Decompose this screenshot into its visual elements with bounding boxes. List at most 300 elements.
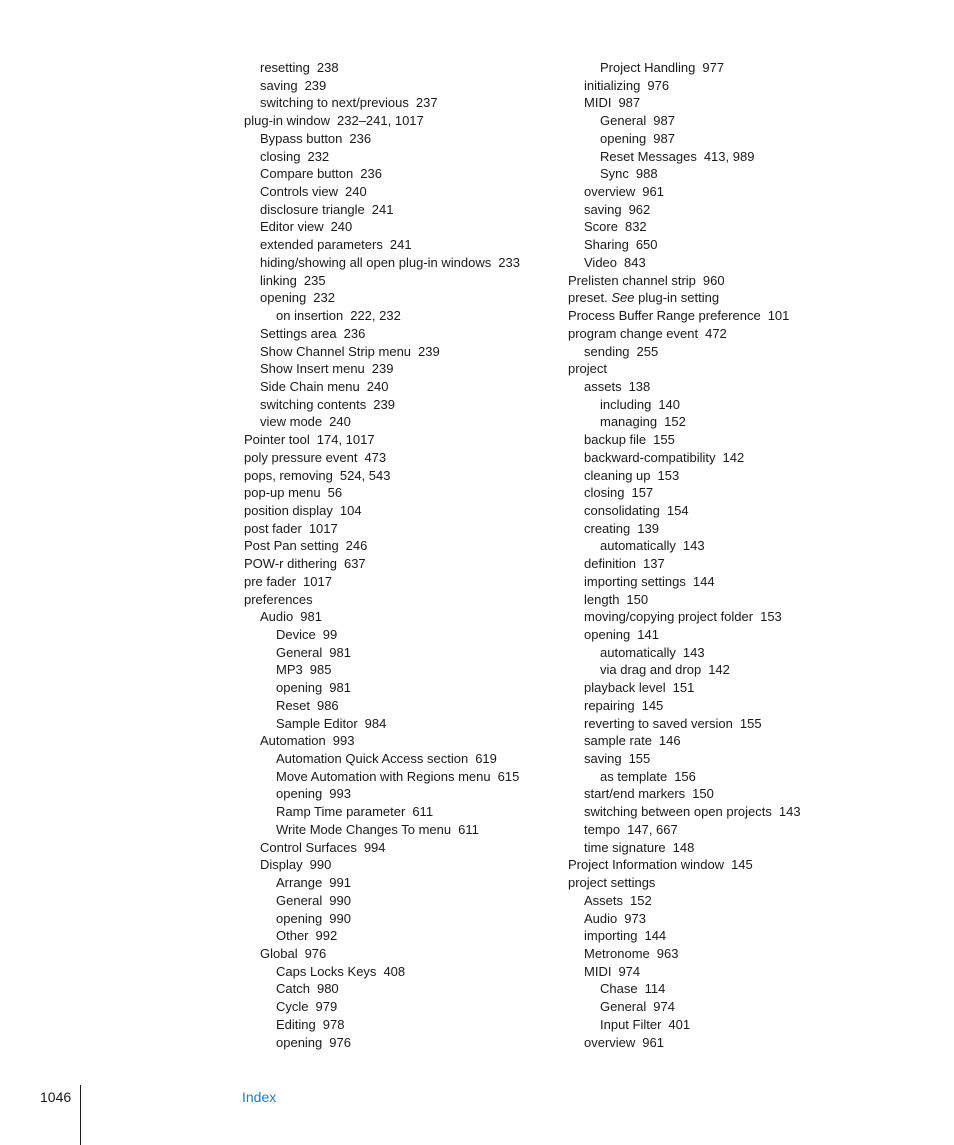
index-entry <box>244 413 554 431</box>
index-page-refs: 137 <box>643 556 665 572</box>
index-page-refs: 413, 989 <box>703 148 755 164</box>
index-term: opening <box>276 1034 323 1050</box>
index-entry <box>244 94 554 112</box>
index-page-refs: 114 <box>644 981 666 997</box>
index-entry <box>244 218 554 236</box>
index-entry <box>244 715 554 733</box>
index-page-refs: 56 <box>327 485 343 501</box>
index-page-refs: 148 <box>672 839 695 855</box>
index-entry <box>568 165 868 183</box>
index-term: saving <box>584 751 622 767</box>
index-term: opening <box>584 627 631 642</box>
index-page-refs: 152 <box>630 892 652 908</box>
index-term: switching to next/previous <box>260 95 409 111</box>
index-page-refs: 987 <box>653 113 675 129</box>
index-term: closing <box>260 148 301 164</box>
index-entry <box>244 112 554 130</box>
index-entry <box>568 750 868 768</box>
index-term: pops, removing <box>244 467 333 483</box>
index-entry <box>244 183 554 201</box>
index-term: POW-r dithering <box>244 556 337 572</box>
index-term: General <box>600 999 647 1015</box>
index-term: Sharing <box>584 237 629 253</box>
index-term: saving <box>260 77 298 93</box>
index-term: opening <box>600 130 647 146</box>
index-term: Editor view <box>260 219 324 235</box>
index-page-refs: 143 <box>682 644 705 660</box>
index-term: backup file <box>584 432 647 448</box>
index-entry <box>244 998 554 1016</box>
index-entry <box>568 289 868 307</box>
index-term: Pointer tool <box>244 432 310 448</box>
index-term: Caps Locks Keys <box>276 963 377 979</box>
index-page-refs: 142 <box>708 662 730 678</box>
index-term: moving/copying project folder <box>584 609 754 625</box>
index-page-refs: 401 <box>668 1016 691 1032</box>
index-entry <box>244 165 554 183</box>
index-page-refs: 987 <box>653 130 675 146</box>
index-page-refs: 237 <box>415 95 438 111</box>
index-entry <box>244 343 554 361</box>
index-page-refs: 976 <box>329 1034 351 1050</box>
index-page-refs: 408 <box>383 963 406 979</box>
index-page-refs: 615 <box>497 768 520 784</box>
index-term: Side Chain menu <box>260 378 360 394</box>
index-term: Sample Editor <box>276 715 358 731</box>
index-entry <box>244 396 554 414</box>
index-term: Controls view <box>260 184 339 200</box>
index-term: repairing <box>584 697 635 713</box>
index-page-refs: 153 <box>760 609 782 625</box>
index-term: saving <box>584 201 622 217</box>
index-term: Automation <box>260 733 326 749</box>
index-term: opening <box>276 786 323 802</box>
index-page-refs: 150 <box>626 591 649 607</box>
index-column-left <box>244 59 554 1051</box>
index-term: pre fader <box>244 573 297 589</box>
index-page-refs: 990 <box>309 857 332 873</box>
index-entry <box>568 307 868 325</box>
index-page-refs: 991 <box>329 875 351 891</box>
index-term: Input Filter <box>600 1016 662 1032</box>
index-entry <box>244 803 554 821</box>
index-entry <box>568 661 868 679</box>
index-entry <box>244 484 554 502</box>
index-page-refs: 979 <box>315 999 338 1015</box>
index-entry <box>244 1034 554 1052</box>
index-entry <box>244 910 554 928</box>
index-page-refs: 232 <box>307 148 330 164</box>
index-page-refs: 236 <box>349 130 372 146</box>
index-term: preferences <box>244 591 313 607</box>
index-page-refs: 843 <box>624 254 646 270</box>
index-entry <box>568 272 868 290</box>
see-reference-target: plug-in setting <box>638 290 720 306</box>
index-entry <box>568 785 868 803</box>
index-page-refs: 987 <box>618 95 641 111</box>
index-entry <box>244 431 554 449</box>
index-page-refs: 145 <box>731 857 753 873</box>
index-entry <box>244 679 554 697</box>
index-term: post fader <box>244 520 302 536</box>
index-page-refs: 174, 1017 <box>316 432 375 448</box>
index-entry <box>568 94 868 112</box>
index-term: automatically <box>600 538 676 554</box>
index-page-refs: 239 <box>304 77 327 93</box>
index-entry <box>568 413 868 431</box>
index-entry <box>568 112 868 130</box>
index-term: Global <box>260 945 298 961</box>
index-term: Display <box>260 857 303 873</box>
index-term: extended parameters <box>260 237 383 253</box>
index-entry <box>568 998 868 1016</box>
index-term: position display <box>244 502 333 518</box>
index-entry <box>244 644 554 662</box>
index-term: backward-compatibility <box>584 449 716 465</box>
index-entry <box>568 537 868 555</box>
index-entry <box>568 1034 868 1052</box>
index-page-refs: 611 <box>412 804 434 820</box>
index-term: on insertion <box>276 308 344 324</box>
index-entry <box>244 77 554 95</box>
index-entry <box>244 626 554 644</box>
index-entry <box>244 555 554 573</box>
index-page-refs: 241 <box>389 237 412 253</box>
index-page-refs: 472 <box>705 325 727 341</box>
index-entry <box>568 839 868 857</box>
index-term: playback level <box>584 680 666 696</box>
index-page-refs: 240 <box>330 219 353 235</box>
index-entry <box>568 148 868 166</box>
index-page-refs: 993 <box>329 786 351 802</box>
index-entry <box>244 272 554 290</box>
index-page-refs: 240 <box>345 184 367 200</box>
index-entry <box>568 874 868 892</box>
index-term: disclosure triangle <box>260 201 365 217</box>
index-page-refs: 611 <box>458 821 479 837</box>
index-entry <box>244 449 554 467</box>
index-page-refs: 153 <box>657 467 680 483</box>
index-page-refs: 255 <box>636 343 659 359</box>
index-term: opening <box>276 680 323 696</box>
index-entry <box>568 715 868 733</box>
index-entry <box>244 201 554 219</box>
index-term: Audio <box>584 910 618 926</box>
index-entry <box>244 980 554 998</box>
index-term: program change event <box>568 325 699 341</box>
index-entry <box>244 467 554 485</box>
index-page-refs: 981 <box>329 644 351 660</box>
index-entry <box>244 608 554 626</box>
index-entry <box>244 821 554 839</box>
index-page-refs: 151 <box>672 680 695 696</box>
index-entry <box>568 254 868 272</box>
index-term: initializing <box>584 77 641 93</box>
index-term: Audio <box>260 609 294 625</box>
index-page-refs: 239 <box>371 361 394 377</box>
index-page-refs: 962 <box>628 201 651 217</box>
index-term: cleaning up <box>584 467 651 483</box>
index-page-refs: 222, 232 <box>350 308 401 324</box>
index-entry <box>568 77 868 95</box>
index-page-refs: 974 <box>653 999 675 1015</box>
index-term: hiding/showing all open plug-in windows <box>260 254 492 270</box>
index-page-refs: 974 <box>618 963 641 979</box>
index-page-refs: 985 <box>309 662 332 678</box>
index-term: Ramp Time parameter <box>276 804 406 820</box>
index-entry <box>568 803 868 821</box>
index-page-refs: 832 <box>624 219 647 235</box>
index-page-refs: 980 <box>316 981 339 997</box>
index-page-refs: 1017 <box>303 573 332 589</box>
index-entry <box>568 520 868 538</box>
index-term: Move Automation with Regions menu <box>276 768 491 784</box>
index-term: preset. <box>568 290 608 306</box>
index-page-refs: 147, 667 <box>627 821 678 837</box>
footer-divider <box>80 1085 81 1145</box>
index-term: importing <box>584 928 638 944</box>
index-page-refs: 986 <box>316 697 339 713</box>
index-page-refs: 236 <box>343 325 366 341</box>
index-entry <box>568 821 868 839</box>
index-term: Editing <box>276 1016 316 1032</box>
index-entry <box>244 697 554 715</box>
index-page-refs: 144 <box>692 573 715 589</box>
index-term: length <box>584 591 620 607</box>
index-entry <box>568 980 868 998</box>
index-term: Reset <box>276 697 310 713</box>
index-term: sample rate <box>584 733 652 749</box>
index-term: consolidating <box>584 502 660 518</box>
index-term: Catch <box>276 981 310 997</box>
index-entry <box>568 484 868 502</box>
index-term: reverting to saved version <box>584 715 733 731</box>
index-page-refs: 994 <box>363 839 386 855</box>
index-page-refs: 988 <box>635 166 658 182</box>
index-term: importing settings <box>584 573 686 589</box>
index-page-refs: 984 <box>364 715 387 731</box>
index-entry <box>244 520 554 538</box>
index-term: project <box>568 361 608 377</box>
index-entry <box>568 183 868 201</box>
index-entry <box>568 608 868 626</box>
index-entry <box>244 963 554 981</box>
index-term: project settings <box>568 875 656 891</box>
index-entry <box>244 661 554 679</box>
index-column-right <box>568 59 868 1051</box>
index-term: view mode <box>260 414 323 430</box>
index-page-refs: 101 <box>767 308 790 324</box>
index-page-refs: 143 <box>778 804 801 820</box>
index-term: Project Information window <box>568 857 725 873</box>
index-page-refs: 155 <box>628 751 651 767</box>
index-entry <box>568 963 868 981</box>
index-term: opening <box>276 910 323 926</box>
see-reference-label: See <box>611 290 635 306</box>
index-term: Settings area <box>260 325 337 341</box>
index-page-refs: 232–241, 1017 <box>337 113 424 129</box>
index-term: via drag and drop <box>600 662 702 678</box>
index-page-refs: 993 <box>332 733 355 749</box>
index-page-refs: 239 <box>373 396 395 412</box>
index-entry <box>244 148 554 166</box>
index-entry <box>244 591 554 609</box>
index-page-refs: 155 <box>739 715 762 731</box>
index-entry <box>568 732 868 750</box>
index-page-refs: 156 <box>674 768 696 784</box>
index-entry <box>244 502 554 520</box>
index-entry <box>568 555 868 573</box>
index-term: General <box>600 113 647 129</box>
index-term: sending <box>584 343 630 359</box>
index-entry <box>568 591 868 609</box>
index-entry <box>568 201 868 219</box>
index-term: Post Pan setting <box>244 538 339 554</box>
index-entry <box>244 307 554 325</box>
index-entry <box>244 573 554 591</box>
index-term: resetting <box>260 60 310 75</box>
index-page-refs: 150 <box>692 786 714 802</box>
index-entry <box>568 59 868 77</box>
index-entry <box>568 927 868 945</box>
index-entry <box>244 892 554 910</box>
index-term: automatically <box>600 644 676 660</box>
index-term: MP3 <box>276 662 303 678</box>
index-entry <box>568 325 868 343</box>
index-page-refs: 978 <box>322 1016 345 1032</box>
index-entry <box>568 378 868 396</box>
index-term: Show Insert menu <box>260 361 365 377</box>
index-term: Metronome <box>584 945 650 961</box>
index-term: switching between open projects <box>584 804 772 820</box>
index-entry <box>568 910 868 928</box>
index-page-refs: 976 <box>647 77 670 93</box>
index-page-refs: 233 <box>498 254 520 270</box>
index-term: time signature <box>584 839 666 855</box>
index-term: Chase <box>600 981 638 997</box>
index-entry <box>244 1016 554 1034</box>
index-term: overview <box>584 184 636 200</box>
index-term: Project Handling <box>600 60 696 75</box>
index-page-refs: 235 <box>303 272 326 288</box>
index-page-refs: 140 <box>658 396 681 412</box>
index-entry <box>244 785 554 803</box>
index-entry <box>244 927 554 945</box>
index-term: MIDI <box>584 963 612 979</box>
index-term: as template <box>600 768 668 784</box>
index-entry <box>568 768 868 786</box>
index-page-refs: 146 <box>658 733 681 749</box>
index-term: switching contents <box>260 396 367 412</box>
index-entry <box>568 449 868 467</box>
index-entry <box>244 254 554 272</box>
index-term: Prelisten channel strip <box>568 272 696 288</box>
index-entry <box>244 732 554 750</box>
index-entry <box>244 856 554 874</box>
index-term: Compare button <box>260 166 354 182</box>
index-page-refs: 155 <box>653 432 675 448</box>
index-term: linking <box>260 272 297 288</box>
index-page-refs: 637 <box>343 556 366 572</box>
index-page-refs: 240 <box>366 378 389 394</box>
index-page-refs: 246 <box>345 538 368 554</box>
index-entry <box>244 236 554 254</box>
index-page-refs: 236 <box>360 166 382 182</box>
index-page-refs: 977 <box>702 60 725 75</box>
index-page-refs: 650 <box>635 237 658 253</box>
index-term: Reset Messages <box>600 148 697 164</box>
index-term: overview <box>584 1034 636 1050</box>
index-page-refs: 241 <box>371 201 394 217</box>
index-term: pop-up menu <box>244 485 321 501</box>
index-term: Other <box>276 928 309 944</box>
index-term: Write Mode Changes To menu <box>276 821 452 837</box>
index-entry <box>568 130 868 148</box>
index-page-refs: 143 <box>682 538 705 554</box>
index-term: Arrange <box>276 875 323 891</box>
index-term: Show Channel Strip menu <box>260 343 412 359</box>
index-term: Bypass button <box>260 130 343 146</box>
index-term: managing <box>600 414 658 430</box>
index-entry <box>568 236 868 254</box>
index-term: poly pressure event <box>244 449 358 465</box>
index-entry <box>244 874 554 892</box>
index-page-refs: 990 <box>329 892 351 908</box>
index-entry <box>568 892 868 910</box>
index-entry <box>568 1016 868 1034</box>
index-entry <box>568 218 868 236</box>
index-page-refs: 144 <box>644 928 667 944</box>
index-term: start/end markers <box>584 786 686 802</box>
index-term: Cycle <box>276 999 309 1015</box>
index-term: Sync <box>600 166 629 182</box>
index-page-refs: 473 <box>364 449 387 465</box>
index-term: General <box>276 644 323 660</box>
index-term: including <box>600 396 652 412</box>
index-term: Automation Quick Access section <box>276 751 469 767</box>
index-entry <box>568 697 868 715</box>
index-entry <box>244 945 554 963</box>
index-entry <box>568 396 868 414</box>
index-entry <box>244 839 554 857</box>
index-entry <box>568 856 868 874</box>
index-term: opening <box>260 290 307 306</box>
index-page-refs: 138 <box>628 378 651 394</box>
index-term: definition <box>584 556 637 572</box>
index-entry <box>244 325 554 343</box>
index-entry <box>244 289 554 307</box>
index-page-refs: 145 <box>641 697 664 713</box>
index-page-refs: 139 <box>637 520 659 536</box>
index-page-refs: 1017 <box>308 520 338 536</box>
index-entry <box>568 431 868 449</box>
index-entry <box>568 343 868 361</box>
index-page-refs: 981 <box>300 609 322 625</box>
index-entry <box>244 768 554 786</box>
index-page-refs: 524, 543 <box>339 467 391 483</box>
index-term: General <box>276 892 323 908</box>
index-entry <box>568 626 868 644</box>
index-page-refs: 99 <box>322 627 338 642</box>
index-term: closing <box>584 485 625 501</box>
index-page-refs: 973 <box>624 910 646 926</box>
index-entry <box>244 378 554 396</box>
index-term: plug-in window <box>244 113 330 129</box>
index-page-refs: 619 <box>475 751 497 767</box>
index-page-refs: 976 <box>304 945 327 961</box>
index-page-refs: 992 <box>315 928 338 944</box>
index-page-refs: 239 <box>418 343 440 359</box>
